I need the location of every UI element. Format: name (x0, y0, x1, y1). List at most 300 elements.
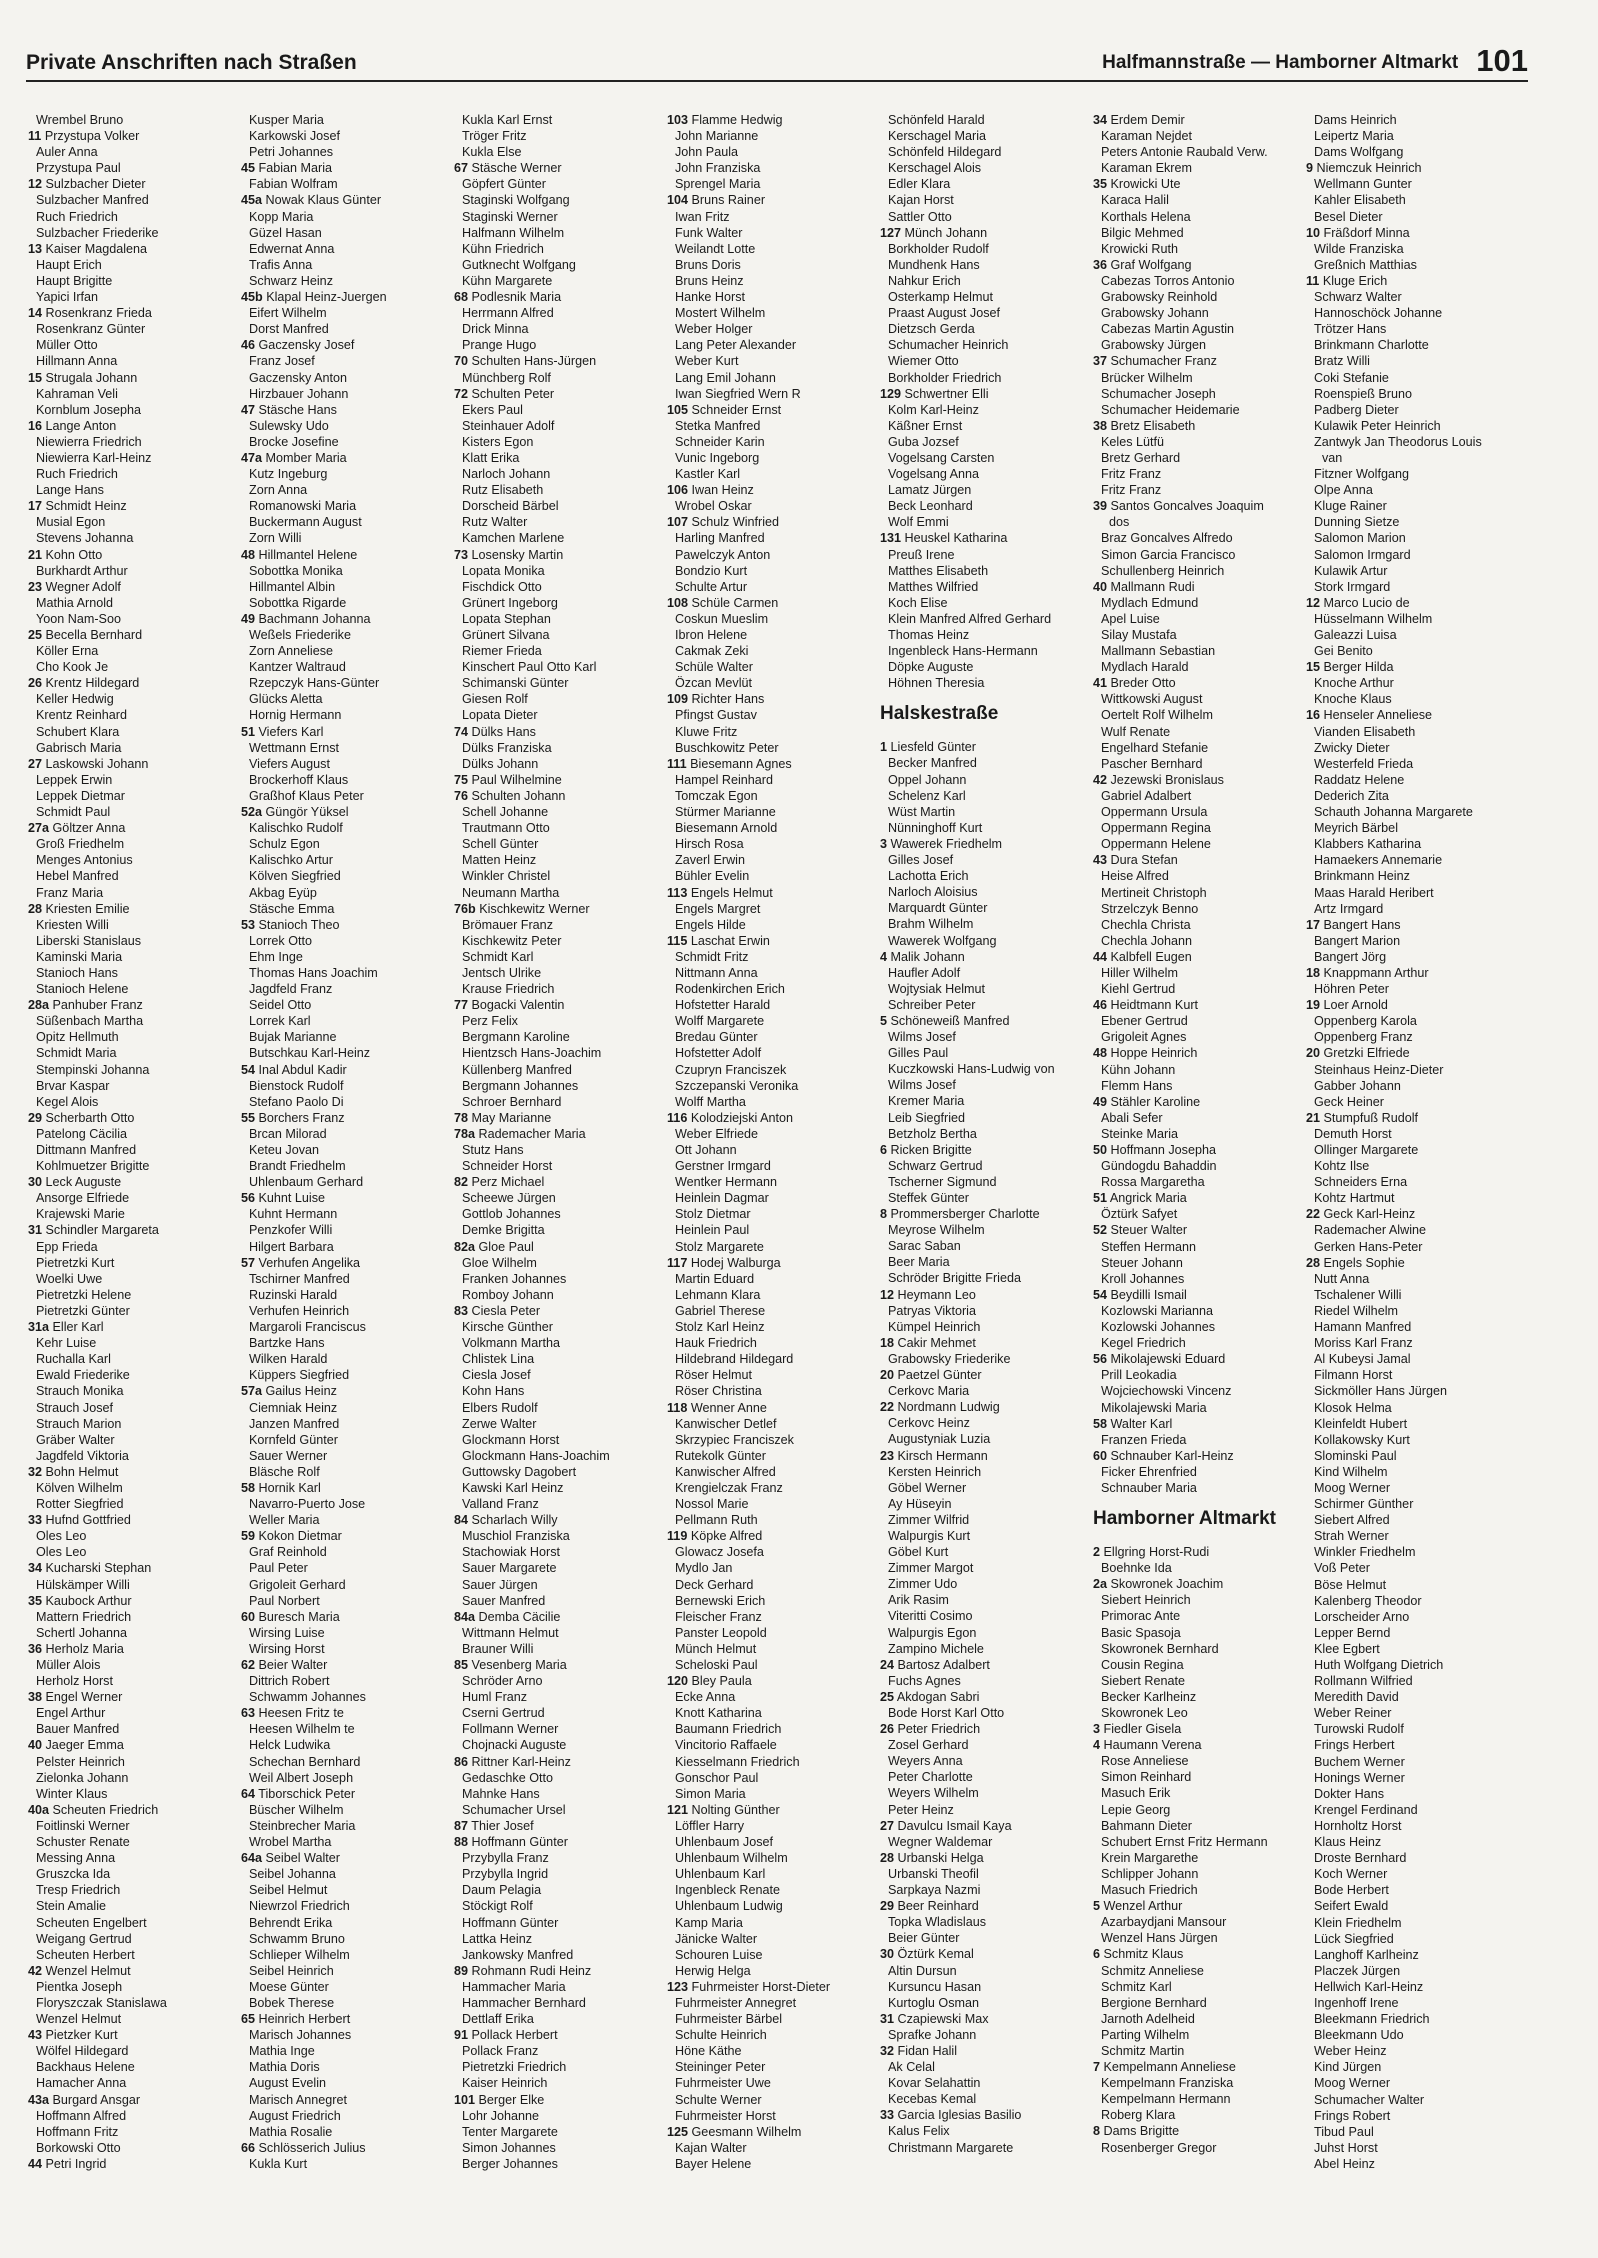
directory-entry (880, 1608, 1091, 1624)
directory-entry (241, 482, 452, 498)
house-number: 2a (1093, 1577, 1108, 1592)
resident-name: Viteritti Cosimo (888, 1609, 973, 1624)
directory-entry (454, 917, 665, 933)
directory-entry (1306, 1174, 1517, 1190)
resident-name: Rosenberger Gregor (1101, 2140, 1217, 2155)
resident-name: Kegel Friedrich (1101, 1336, 1186, 1351)
directory-entry (241, 176, 452, 192)
house-number: 66 (241, 2140, 256, 2155)
resident-name: Kölven Siegfried (249, 869, 341, 884)
directory-entry (667, 386, 878, 402)
directory-entry (667, 192, 878, 208)
directory-entry (1093, 386, 1304, 402)
directory-entry (880, 1689, 1091, 1705)
directory-entry (1306, 1834, 1517, 1850)
resident-name: Stumpfuß Rudolf (1320, 1110, 1419, 1125)
directory-entry (1306, 1609, 1517, 1625)
resident-name: Braz Goncalves Alfredo (1101, 531, 1233, 546)
resident-name: Bangert Jörg (1314, 949, 1387, 964)
resident-name: Paul Peter (249, 1561, 308, 1576)
resident-name: Kohtz Ilse (1314, 1159, 1370, 1174)
resident-name: Süßenbach Martha (36, 1014, 144, 1029)
resident-name: Stanioch Hans (36, 965, 118, 980)
directory-entry (1306, 675, 1517, 691)
resident-name: Biesemann Arnold (675, 821, 778, 836)
directory-entry (667, 1705, 878, 1721)
directory-entry (241, 1818, 452, 1834)
directory-entry (1306, 128, 1517, 144)
directory-entry (28, 2011, 239, 2027)
resident-name: Zielonka Johann (36, 1770, 129, 1785)
directory-entry (241, 949, 452, 965)
directory-entry (880, 176, 1091, 192)
resident-name: Buckermann August (249, 515, 362, 530)
directory-entry (1306, 1239, 1517, 1255)
house-number: 44 (1093, 949, 1108, 964)
resident-name: Jagdfeld Franz (249, 982, 333, 997)
directory-entry (667, 1963, 878, 1979)
directory-entry (241, 547, 452, 563)
directory-entry (1093, 691, 1304, 707)
resident-name: Kluge Erich (1319, 273, 1388, 288)
house-number: 17 (28, 499, 43, 514)
directory-entry (241, 1850, 452, 1866)
resident-name: Kriesten Emilie (42, 901, 130, 916)
directory-entry (1093, 192, 1304, 208)
house-number: 107 (667, 515, 689, 530)
directory-entry (454, 1029, 665, 1045)
directory-entry (667, 547, 878, 563)
directory-entry (28, 1641, 239, 1657)
resident-name: Margaroli Franciscus (249, 1320, 366, 1335)
house-number: 84 (454, 1513, 469, 1528)
resident-name: Stanioch Helene (36, 982, 129, 997)
resident-name: Kamchen Marlene (462, 531, 565, 546)
directory-entry (28, 611, 239, 627)
resident-name: Ibron Helene (675, 628, 748, 642)
directory-entry (1093, 1045, 1304, 1061)
directory-entry (880, 1367, 1091, 1383)
resident-name: Wrobel Martha (249, 1835, 332, 1850)
resident-name: Kecebas Kemal (888, 2092, 977, 2107)
resident-name: Seibel Heinrich (249, 1963, 334, 1978)
directory-entry (454, 836, 665, 852)
resident-name: Weyers Wilhelm (888, 1786, 979, 1801)
resident-name: Kohlmuetzer Brigitte (36, 1159, 150, 1174)
directory-entry (880, 273, 1091, 289)
directory-entry (1093, 1319, 1304, 1335)
directory-entry (454, 1882, 665, 1898)
directory-entry (28, 917, 239, 933)
resident-name: Jentsch Ulrike (462, 965, 542, 980)
resident-name: Wegner Adolf (42, 579, 121, 594)
resident-name: Rosenkranz Frieda (42, 306, 152, 321)
house-number: 15 (1306, 660, 1321, 675)
house-number: 32 (28, 1464, 43, 1479)
house-number: 21 (28, 547, 43, 562)
resident-name: Schreiber Peter (888, 997, 976, 1012)
resident-name: Pietzker Kurt (42, 2028, 118, 2043)
directory-entry (667, 1577, 878, 1593)
house-number: 44 (28, 2156, 43, 2171)
directory-entry (454, 2156, 665, 2172)
directory-entry (28, 1947, 239, 1963)
resident-name: Hamacher Anna (36, 2076, 127, 2091)
directory-entry (1093, 257, 1304, 273)
directory-entry (454, 1770, 665, 1786)
resident-name: Schwarz Heinz (249, 273, 333, 288)
resident-name: Krengielczak Franz (675, 1480, 783, 1495)
resident-name: Sauer Margarete (462, 1561, 557, 1576)
house-number: 85 (454, 1658, 469, 1672)
resident-name: Chojnacki Auguste (462, 1738, 567, 1753)
resident-name: Cserni Gertrud (462, 1706, 545, 1721)
directory-entry (667, 981, 878, 997)
directory-entry (241, 675, 452, 691)
directory-entry (454, 611, 665, 627)
resident-name: Gilles Josef (888, 853, 954, 868)
directory-entry (880, 514, 1091, 530)
directory-entry (241, 1045, 452, 1061)
resident-name: Czapiewski Max (894, 2011, 989, 2026)
resident-name: Engels Margret (675, 901, 761, 916)
resident-name: Ruchalla Karl (36, 1352, 111, 1367)
resident-name: Davulcu Ismail Kaya (894, 1818, 1012, 1833)
directory-entry (454, 1512, 665, 1528)
house-number: 36 (28, 1641, 43, 1656)
directory-entry (28, 128, 239, 144)
directory-entry (667, 1222, 878, 1238)
resident-name: Honings Werner (1314, 1770, 1405, 1785)
directory-entry (28, 563, 239, 579)
resident-name: Graßhof Klaus Peter (249, 788, 364, 803)
resident-name: Göbel Werner (888, 1480, 967, 1495)
resident-name: Haufler Adolf (888, 965, 961, 980)
directory-entry (28, 1142, 239, 1158)
resident-name: Gruszcka Ida (36, 1867, 111, 1882)
directory-entry (1093, 1078, 1304, 1094)
directory-entry (1306, 1850, 1517, 1866)
resident-name: Sauer Werner (249, 1448, 328, 1463)
directory-entry (1306, 1737, 1517, 1753)
resident-name: Wirsing Horst (249, 1641, 325, 1656)
directory-entry (1306, 1383, 1517, 1399)
directory-entry (667, 1335, 878, 1351)
resident-name: Dokter Hans (1314, 1786, 1384, 1801)
resident-name: Haupt Erich (36, 257, 102, 272)
directory-entry (880, 1174, 1091, 1190)
resident-name: Ingenbleck Renate (675, 1883, 781, 1898)
resident-name: Özcan Mevlüt (675, 676, 752, 691)
resident-name: Ellgring Horst-Rudi (1100, 1545, 1210, 1560)
directory-entry (241, 450, 452, 466)
resident-name: Vianden Elisabeth (1314, 724, 1416, 739)
resident-name: Przybylla Ingrid (462, 1867, 549, 1882)
directory-entry (1093, 997, 1304, 1013)
directory-entry (667, 659, 878, 675)
directory-entry (1093, 965, 1304, 981)
directory-entry (1306, 1094, 1517, 1110)
directory-entry (241, 627, 452, 643)
resident-name: Zorn Anna (249, 483, 308, 498)
resident-name: Schmitz Martin (1101, 2043, 1185, 2058)
resident-name: Strauch Josef (36, 1400, 114, 1415)
resident-name: Dunning Sietze (1314, 515, 1400, 530)
house-number: 32 (880, 2043, 895, 2058)
directory-entry (1306, 1898, 1517, 1914)
directory-entry (1093, 1367, 1304, 1383)
resident-name: Bredau Günter (675, 1030, 758, 1045)
resident-name: Schubert Klara (36, 724, 120, 739)
resident-name: Mattern Friedrich (36, 1609, 132, 1624)
resident-name: Abali Sefer (1101, 1110, 1163, 1125)
directory-entry (880, 1013, 1091, 1029)
resident-name: Parting Wilhelm (1101, 2027, 1190, 2042)
page-title: Private Anschriften nach Straßen (26, 51, 357, 74)
directory-entry (667, 2027, 878, 2043)
resident-name: Heise Alfred (1101, 869, 1169, 884)
resident-name: Schumacher Ursel (462, 1802, 566, 1817)
resident-name: Glockmann Horst (462, 1432, 560, 1447)
resident-name: Kalbfell Eugen (1107, 949, 1192, 964)
resident-name: Cakmak Zeki (675, 644, 749, 659)
house-number: 31 (880, 2011, 895, 2026)
directory-entry (28, 257, 239, 273)
directory-entry (1306, 1126, 1517, 1142)
directory-entry (667, 965, 878, 981)
resident-name: Neumann Martha (462, 885, 560, 900)
resident-name: Kanwischer Alfred (675, 1464, 776, 1479)
resident-name: Lang Emil Johann (675, 370, 776, 385)
resident-name: Wilms Josef (888, 1030, 956, 1045)
directory-entry (454, 740, 665, 756)
directory-entry (880, 1802, 1091, 1818)
directory-entry (667, 933, 878, 949)
directory-entry (667, 1689, 878, 1705)
resident-name: Mathia Arnold (36, 595, 114, 610)
resident-name: Klosok Helma (1314, 1400, 1392, 1415)
resident-name: Vogelsang Carsten (888, 450, 995, 465)
house-number: 51 (1093, 1191, 1108, 1206)
resident-name: Kisters Egon (462, 434, 534, 449)
resident-name: Niemczuk Heinrich (1313, 161, 1422, 176)
directory-entry (1306, 1528, 1517, 1544)
resident-name: Losensky Martin (468, 547, 564, 562)
resident-name: Bode Herbert (1314, 1883, 1389, 1898)
directory-entry (667, 1078, 878, 1094)
directory-entry (880, 1544, 1091, 1560)
resident-name: Mathia Doris (249, 2060, 320, 2075)
directory-entry (1093, 1383, 1304, 1399)
directory-entry (1093, 1882, 1304, 1898)
house-number: 30 (28, 1175, 43, 1190)
directory-entry (241, 691, 452, 707)
directory-entry (667, 1190, 878, 1206)
resident-name: Schumacher Heinrich (888, 338, 1009, 353)
directory-entry (454, 659, 665, 675)
resident-name: August Evelin (249, 2076, 327, 2091)
directory-entry (241, 1931, 452, 1947)
resident-name: Kersten Heinrich (888, 1464, 982, 1479)
directory-entry (28, 1174, 239, 1190)
directory-entry (1093, 868, 1304, 884)
resident-name: Fidan Halil (894, 2043, 958, 2058)
resident-name: Christmann Margarete (888, 2140, 1014, 2155)
resident-name: Herholz Maria (42, 1641, 124, 1656)
directory-entry (880, 675, 1091, 691)
resident-name: Kerschagel Maria (888, 129, 986, 144)
directory-entry (28, 273, 239, 289)
directory-entry (241, 257, 452, 273)
resident-name: Knappmann Arthur (1320, 965, 1429, 980)
resident-name: Koch Werner (1314, 1867, 1388, 1882)
street-heading: Halskestraße (880, 703, 999, 725)
resident-name: Stutz Hans (462, 1143, 524, 1157)
directory-entry (1093, 595, 1304, 611)
house-number: 115 (667, 933, 688, 948)
resident-name: Schwarz Walter (1314, 290, 1402, 305)
directory-entry (1306, 1818, 1517, 1834)
resident-name: Berger Hilda (1320, 660, 1394, 675)
resident-name: Kolodziejski Anton (687, 1110, 794, 1125)
directory-entry (1306, 1319, 1517, 1335)
resident-name: Winkler Friedhelm (1314, 1545, 1416, 1560)
resident-name: Masuch Erik (1101, 1786, 1171, 1801)
house-number: 14 (28, 306, 43, 321)
directory-entry (28, 1255, 239, 1271)
directory-entry (1306, 2059, 1517, 2075)
directory-entry (454, 128, 665, 144)
resident-name: Bondzio Kurt (675, 563, 748, 578)
directory-entry (880, 852, 1091, 868)
resident-name: Grigoleit Gerhard (249, 1577, 346, 1592)
house-number: 51 (241, 724, 256, 739)
directory-entry (880, 1480, 1091, 1496)
resident-name: Kischkewitz Werner (475, 901, 590, 916)
resident-name: Karaca Halil (1101, 193, 1169, 208)
resident-name: Laschat Erwin (687, 933, 770, 948)
resident-name: Engelhard Stefanie (1101, 740, 1209, 755)
directory-entry (241, 402, 452, 418)
resident-name: Kiehl Gertrud (1101, 982, 1176, 997)
house-number: 3 (1093, 1722, 1101, 1737)
directory-entry (1093, 2091, 1304, 2107)
resident-name: Schulte Werner (675, 2092, 762, 2107)
directory-entry (28, 1657, 239, 1673)
resident-name: Gräber Walter (36, 1432, 115, 1447)
resident-name: Gilles Paul (888, 1046, 949, 1061)
resident-name: Bartosz Adalbert (894, 1657, 990, 1672)
resident-name: Deck Gerhard (675, 1577, 754, 1592)
resident-name: Schulten Hans-Jürgen (468, 354, 597, 369)
directory-entry (241, 1947, 452, 1963)
directory-entry (1306, 209, 1517, 225)
directory-entry (667, 1609, 878, 1625)
directory-entry (28, 852, 239, 868)
directory-entry (880, 1625, 1091, 1641)
directory-entry (1306, 1029, 1517, 1045)
resident-name: Praast August Josef (888, 306, 1001, 321)
directory-entry (880, 868, 1091, 884)
resident-name: Silay Mustafa (1101, 628, 1177, 642)
house-number: 10 (1306, 225, 1321, 240)
resident-name: Kuhnt Hermann (249, 1207, 338, 1222)
resident-name: Oles Leo (36, 1529, 87, 1544)
resident-name: Bernewski Erich (675, 1593, 766, 1608)
directory-entry (241, 820, 452, 836)
resident-name: Schroer Bernhard (462, 1094, 562, 1109)
directory-entry (241, 1721, 452, 1737)
resident-name: Bode Horst Karl Otto (888, 1706, 1005, 1720)
directory-columns (28, 112, 1518, 2172)
resident-name: Eifert Wilhelm (249, 306, 327, 321)
resident-name: Schuster Renate (36, 1835, 130, 1850)
directory-entry (28, 2124, 239, 2140)
directory-entry (28, 1915, 239, 1931)
directory-entry (454, 1995, 665, 2011)
directory-entry (1093, 1785, 1304, 1801)
directory-entry (1306, 627, 1517, 643)
directory-entry (1093, 1592, 1304, 1608)
resident-name: Juhst Horst (1314, 2140, 1378, 2155)
resident-name: Schumacher Heidemarie (1101, 402, 1240, 417)
directory-entry (241, 1222, 452, 1238)
resident-name: Lohr Johanne (462, 2108, 540, 2123)
resident-name: Kokon Dietmar (255, 1529, 342, 1544)
resident-name: Ciesla Peter (468, 1303, 541, 1318)
resident-name: Kozlowski Johannes (1101, 1320, 1216, 1335)
directory-entry (28, 1512, 239, 1528)
resident-name: Leppek Erwin (36, 772, 113, 787)
directory-entry (1306, 321, 1517, 337)
resident-name: Apel Luise (1101, 611, 1160, 626)
resident-name: Buchem Werner (1314, 1754, 1405, 1769)
house-number: 18 (1306, 965, 1321, 980)
resident-name: Göbel Kurt (888, 1545, 949, 1560)
resident-name: Schumacher Joseph (1101, 386, 1216, 401)
directory-entry (454, 1818, 665, 1834)
resident-name: Ricken Brigitte (887, 1142, 972, 1157)
resident-name: Dederich Zita (1314, 788, 1389, 803)
directory-entry (1093, 611, 1304, 627)
directory-entry (28, 997, 239, 1013)
resident-name: Demke Brigitta (462, 1223, 545, 1238)
resident-name: Simon Johannes (462, 2140, 556, 2155)
resident-name: Kukla Kurt (249, 2156, 308, 2171)
directory-entry (241, 112, 452, 128)
directory-entry (1306, 418, 1517, 434)
directory-entry (28, 1239, 239, 1255)
directory-entry (454, 2075, 665, 2091)
resident-name: Gottlob Johannes (462, 1207, 561, 1222)
resident-name: John Franziska (675, 161, 761, 176)
resident-name: Wittkowski August (1101, 692, 1203, 707)
directory-entry (667, 337, 878, 353)
resident-name: Oppermann Ursula (1101, 805, 1208, 820)
directory-entry (28, 241, 239, 257)
resident-name: Frings Herbert (1314, 1738, 1395, 1753)
directory-entry (28, 1416, 239, 1432)
resident-name: Greßnich Matthias (1314, 257, 1417, 272)
directory-entry (1306, 1882, 1517, 1898)
resident-name: Steinhauer Adolf (462, 418, 555, 433)
resident-name: Schmidt Paul (36, 805, 111, 820)
resident-name: Paetzel Günter (894, 1368, 982, 1383)
resident-name: Franzen Frieda (1101, 1432, 1187, 1447)
resident-name: Walter Karl (1107, 1416, 1173, 1431)
resident-name: Löffler Harry (675, 1818, 745, 1833)
house-number: 9 (1306, 161, 1314, 176)
